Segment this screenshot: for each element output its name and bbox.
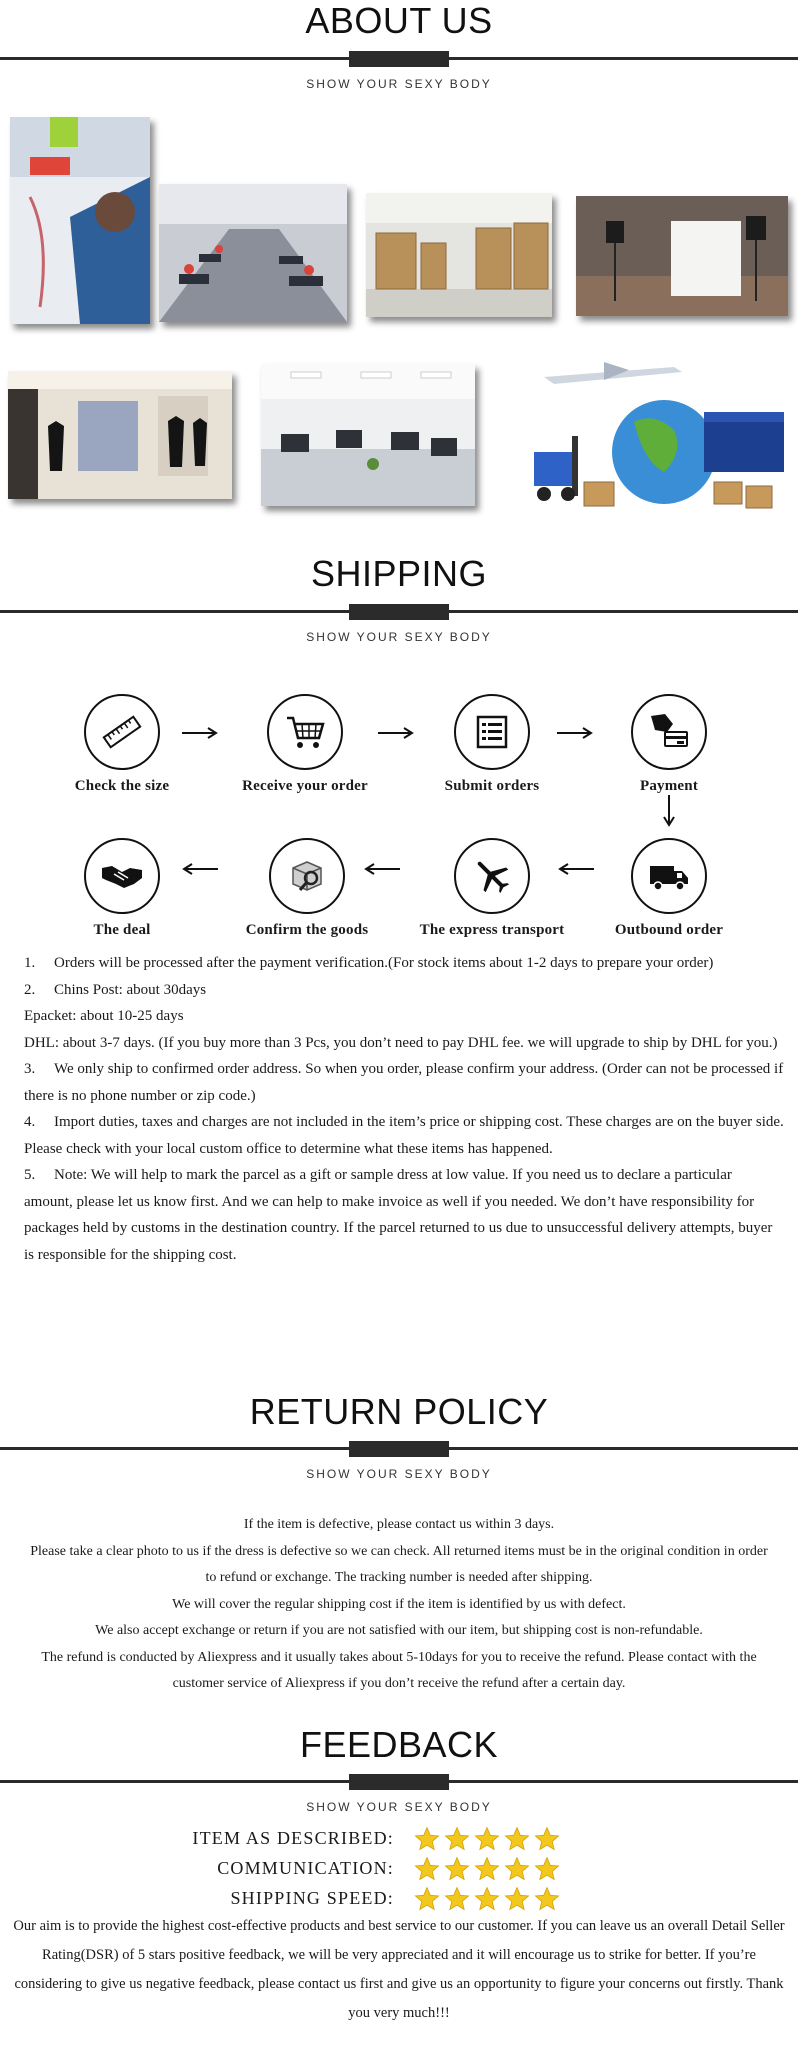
rating-item-described bbox=[0, 1826, 798, 1854]
rating-stars bbox=[414, 1826, 560, 1852]
about-subtitle: SHOW YOUR SEXY BODY bbox=[306, 77, 492, 91]
photo-studio-photo bbox=[576, 196, 788, 316]
rating-communication bbox=[0, 1856, 798, 1884]
step-payment bbox=[579, 694, 759, 795]
rating-stars bbox=[414, 1856, 560, 1882]
star-icon bbox=[534, 1826, 560, 1852]
rating-label: ITEM AS DESCRIBED: bbox=[192, 1828, 394, 1848]
star-icon bbox=[474, 1886, 500, 1912]
star-icon bbox=[504, 1856, 530, 1882]
warehouse-photo bbox=[366, 193, 552, 317]
about-us-title: ABOUT US bbox=[305, 0, 493, 41]
sewing-factory-photo bbox=[159, 184, 347, 322]
shipping-divider-block bbox=[349, 604, 449, 620]
star-icon bbox=[534, 1856, 560, 1882]
return-subtitle: SHOW YOUR SEXY BODY bbox=[306, 1467, 492, 1481]
handshake-icon bbox=[84, 838, 160, 914]
return-line: If the item is defective, please contact us within 3 days. bbox=[243, 1517, 555, 1532]
shipping-note: 2. Chins Post: about 30days bbox=[24, 981, 207, 998]
package-inspect-icon bbox=[269, 838, 345, 914]
shipping-note-dhl: DHL: about 3-7 days. (If you buy more than 3 Pcs, you don’t need to pay DHL fee. we will upgrade to ship by DHL for you.) bbox=[24, 1034, 778, 1051]
feedback-title: FEEDBACK bbox=[299, 1724, 499, 1765]
step-label: Confirm the goods bbox=[245, 922, 369, 938]
star-icon bbox=[534, 1886, 560, 1912]
star-icon bbox=[444, 1886, 470, 1912]
feedback-divider-block bbox=[349, 1774, 449, 1790]
shipping-note: 5. Note: We will help to mark the parcel as a gift or sample dress at low value. If you need us to declare a particular amount, please let us know first. And we can help to make invoice as well if you needed. We don’t have responsibility for packages held by customs in the destination country. If the parcel returned to us due to unsuccessful delivery attempts, buyer is responsible for the shipping cost. bbox=[24, 1167, 773, 1263]
step-label: The deal bbox=[93, 922, 151, 938]
rating-label: COMMUNICATION: bbox=[217, 1858, 394, 1878]
star-icon bbox=[414, 1856, 440, 1882]
return-divider-block bbox=[349, 1441, 449, 1457]
step-label: Outbound order bbox=[614, 922, 724, 938]
step-outbound-order bbox=[579, 838, 759, 939]
shipping-note: 4. Import duties, taxes and charges are not included in the item’s price or shipping cost. These charges are on the buyer side. Please check with your local custom office to determine what these items has happened. bbox=[24, 1114, 784, 1157]
ruler-icon bbox=[84, 694, 160, 770]
step-check-size bbox=[32, 694, 212, 795]
return-policy-title: RETURN POLICY bbox=[249, 1391, 549, 1432]
shipping-note: 3. We only ship to confirmed order address. So when you order, please confirm your address. (Order can not be processed if there is no phone number or zip code.) bbox=[24, 1061, 784, 1104]
design-sketch-photo bbox=[10, 117, 150, 324]
shipping-note-epacket: Epacket: about 10-25 days bbox=[24, 1008, 184, 1024]
star-icon bbox=[474, 1826, 500, 1852]
rating-label: SHIPPING SPEED: bbox=[230, 1888, 394, 1908]
shipping-title: SHIPPING bbox=[310, 553, 488, 594]
delivery-truck-icon bbox=[631, 838, 707, 914]
step-confirm-goods bbox=[217, 838, 397, 939]
star-icon bbox=[504, 1886, 530, 1912]
shopping-cart-icon bbox=[267, 694, 343, 770]
return-policy-text bbox=[30, 1512, 768, 1698]
feedback-text: Our aim is to provide the highest cost-effective products and best service to our customer. If you can leave us an overall Detail Seller Rating(DSR) of 5 stars positive feedback, we will be very appreciated and it will encourage us to strike for better. If you’re considering to give us negative feedback, please contact us first and give us an opportunity to figure your concerns out firstly. Thank you very much!!! bbox=[13, 1918, 785, 2021]
step-label: The express transport bbox=[419, 922, 565, 938]
airplane-icon bbox=[454, 838, 530, 914]
feedback-subtitle: SHOW YOUR SEXY BODY bbox=[306, 1800, 492, 1814]
card-payment-icon bbox=[631, 694, 707, 770]
global-logistics-photo bbox=[524, 352, 790, 526]
step-label: Payment bbox=[639, 778, 699, 794]
star-icon bbox=[504, 1826, 530, 1852]
step-label: Receive your order bbox=[242, 778, 368, 794]
office-photo bbox=[261, 364, 475, 506]
arrow-right-icon bbox=[182, 726, 218, 744]
star-icon bbox=[414, 1826, 440, 1852]
step-label: Submit orders bbox=[444, 778, 540, 794]
shipping-subtitle: SHOW YOUR SEXY BODY bbox=[306, 630, 492, 644]
return-line: Please take a clear photo to us if the dress is defective so we can check. All returned items must be in the original condition in order to refund or exchange. The tracking number is needed after shipping. bbox=[30, 1543, 768, 1585]
rating-stars bbox=[414, 1886, 560, 1912]
order-list-icon bbox=[454, 694, 530, 770]
step-the-deal bbox=[32, 838, 212, 939]
return-line: We will cover the regular shipping cost if the item is identified by us with defect. bbox=[172, 1596, 626, 1612]
shipping-notes bbox=[24, 950, 784, 1268]
star-icon bbox=[474, 1856, 500, 1882]
return-line: We also accept exchange or return if you are not satisfied with our item, but shipping cost is non-refundable. bbox=[95, 1623, 703, 1638]
rating-shipping-speed bbox=[0, 1886, 798, 1914]
step-receive-order bbox=[215, 694, 395, 795]
star-icon bbox=[444, 1826, 470, 1852]
star-icon bbox=[414, 1886, 440, 1912]
step-submit-orders bbox=[402, 694, 582, 795]
step-label: Check the size bbox=[74, 778, 170, 794]
about-divider-block bbox=[349, 51, 449, 67]
arrow-down-icon bbox=[663, 795, 675, 832]
star-icon bbox=[444, 1856, 470, 1882]
return-line: The refund is conducted by Aliexpress and it usually takes about 5-10days for you to receive the refund. Please contact with the customer service of Aliexpress if you don’t receive the refund after a certain day. bbox=[41, 1649, 757, 1691]
showroom-photo bbox=[8, 371, 232, 499]
shipping-note: 1. Orders will be processed after the payment verification.(For stock items about 1-2 days to prepare your order) bbox=[24, 955, 714, 971]
step-express-transport bbox=[402, 838, 582, 939]
